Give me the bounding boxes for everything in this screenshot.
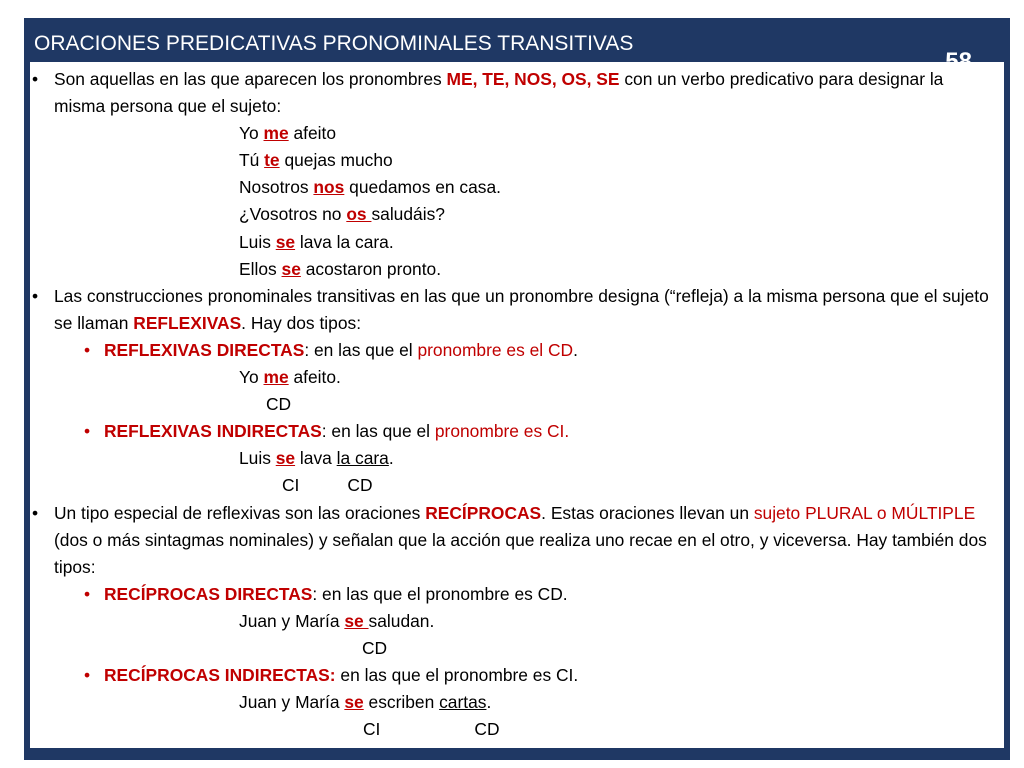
subitem-heading: RECÍPROCAS DIRECTAS bbox=[104, 583, 313, 604]
paragraph-reciprocas bbox=[30, 500, 996, 581]
example-sentence: Tú te quejas mucho bbox=[239, 150, 393, 171]
keyword: REFLEXIVAS bbox=[133, 312, 242, 333]
subitem-heading: REFLEXIVAS INDIRECTAS bbox=[104, 421, 322, 442]
pronoun: me bbox=[263, 123, 289, 144]
pronoun: se bbox=[281, 258, 301, 279]
example-sentence: Yo me afeito. bbox=[239, 367, 341, 388]
pronoun: se bbox=[275, 448, 296, 469]
subitem-reciprocas-directas: • RECÍPROCAS DIRECTAS: en las que el pronombre es CD. bbox=[30, 581, 996, 608]
bullet-icon: • bbox=[84, 583, 91, 604]
paragraph-text: . Hay dos tipos: bbox=[241, 312, 362, 333]
pronoun: se bbox=[344, 692, 364, 713]
pronoun: os bbox=[346, 204, 372, 225]
bullet-icon: • bbox=[32, 69, 39, 89]
function-labels bbox=[30, 472, 996, 499]
bullet-icon: • bbox=[32, 285, 39, 306]
slide-frame bbox=[24, 18, 1010, 760]
object: cartas bbox=[439, 692, 487, 713]
bullet-icon: • bbox=[32, 502, 39, 523]
pronoun: nos bbox=[313, 177, 345, 198]
slide-content bbox=[30, 66, 996, 743]
example-sentence: Nosotros nos quedamos en casa. bbox=[239, 177, 501, 198]
example-sentence: ¿Vosotros no os saludáis? bbox=[239, 204, 445, 225]
pronoun-list: ME, TE, NOS, OS, SE bbox=[446, 69, 620, 89]
paragraph-text: Un tipo especial de reflexivas son las oraciones bbox=[54, 502, 426, 523]
paragraph-reflexivas bbox=[30, 283, 996, 337]
content-box bbox=[30, 62, 1004, 748]
bullet-icon: • bbox=[84, 339, 91, 360]
object: la cara bbox=[336, 448, 389, 469]
example-sentence: Juan y María se saludan. bbox=[239, 610, 435, 631]
highlight: pronombre es CI. bbox=[434, 421, 570, 442]
paragraph-text: Las construcciones pronominales transitivas en las que un pronombre designa (“refleja) a la misma persona que el sujeto se llaman bbox=[54, 285, 989, 333]
pronoun: me bbox=[263, 367, 289, 388]
example-sentence: Juan y María se escriben cartas. bbox=[239, 692, 492, 713]
bullet-icon: • bbox=[84, 421, 91, 442]
highlight: pronombre es el CD bbox=[417, 339, 574, 360]
bullet-icon: • bbox=[84, 665, 91, 686]
paragraph-text: Son aquellas en las que aparecen los pronombres bbox=[54, 69, 447, 89]
highlight: sujeto PLURAL o MÚLTIPLE bbox=[753, 502, 976, 523]
example-sentence: Luis se lava la cara. bbox=[239, 448, 394, 469]
subitem-reciprocas-indirectas: • RECÍPROCAS INDIRECTAS: en las que el pronombre es CI. bbox=[30, 662, 996, 689]
subitem-heading: RECÍPROCAS INDIRECTAS: bbox=[104, 665, 336, 686]
paragraph-pronominales bbox=[30, 66, 996, 120]
pronoun: se bbox=[344, 610, 369, 631]
function-label: CI bbox=[363, 719, 381, 740]
function-label: CD bbox=[474, 719, 500, 740]
keyword: RECÍPROCAS bbox=[425, 502, 542, 523]
example-sentence: Yo me afeito bbox=[239, 123, 337, 144]
slide-title: ORACIONES PREDICATIVAS PRONOMINALES TRANSITIVAS bbox=[34, 32, 634, 55]
pronoun: se bbox=[275, 231, 296, 252]
example-sentence: Luis se lava la cara. bbox=[239, 231, 394, 252]
function-label: CD bbox=[362, 637, 388, 658]
paragraph-text: (dos o más sintagmas nominales) y señalan que la acción que realiza uno recae en el otro, y viceversa. Hay también dos tipos: bbox=[54, 529, 987, 577]
function-label: CD bbox=[347, 475, 373, 496]
paragraph-text: . Estas oraciones llevan un bbox=[541, 502, 754, 523]
subitem-reflexivas-directas: • REFLEXIVAS DIRECTAS: en las que el pronombre es el CD. bbox=[30, 337, 996, 364]
subitem-heading: REFLEXIVAS DIRECTAS bbox=[104, 339, 305, 360]
function-labels bbox=[30, 716, 996, 743]
pronoun: te bbox=[264, 150, 280, 171]
function-label: CI bbox=[282, 475, 300, 496]
subitem-reflexivas-indirectas: • REFLEXIVAS INDIRECTAS: en las que el pronombre es CI. bbox=[30, 418, 996, 445]
example-sentence: Ellos se acostaron pronto. bbox=[239, 258, 442, 279]
paragraph-text: con un verbo predicativo para designar la misma persona que el sujeto: bbox=[54, 69, 944, 117]
function-label: CD bbox=[266, 394, 292, 415]
